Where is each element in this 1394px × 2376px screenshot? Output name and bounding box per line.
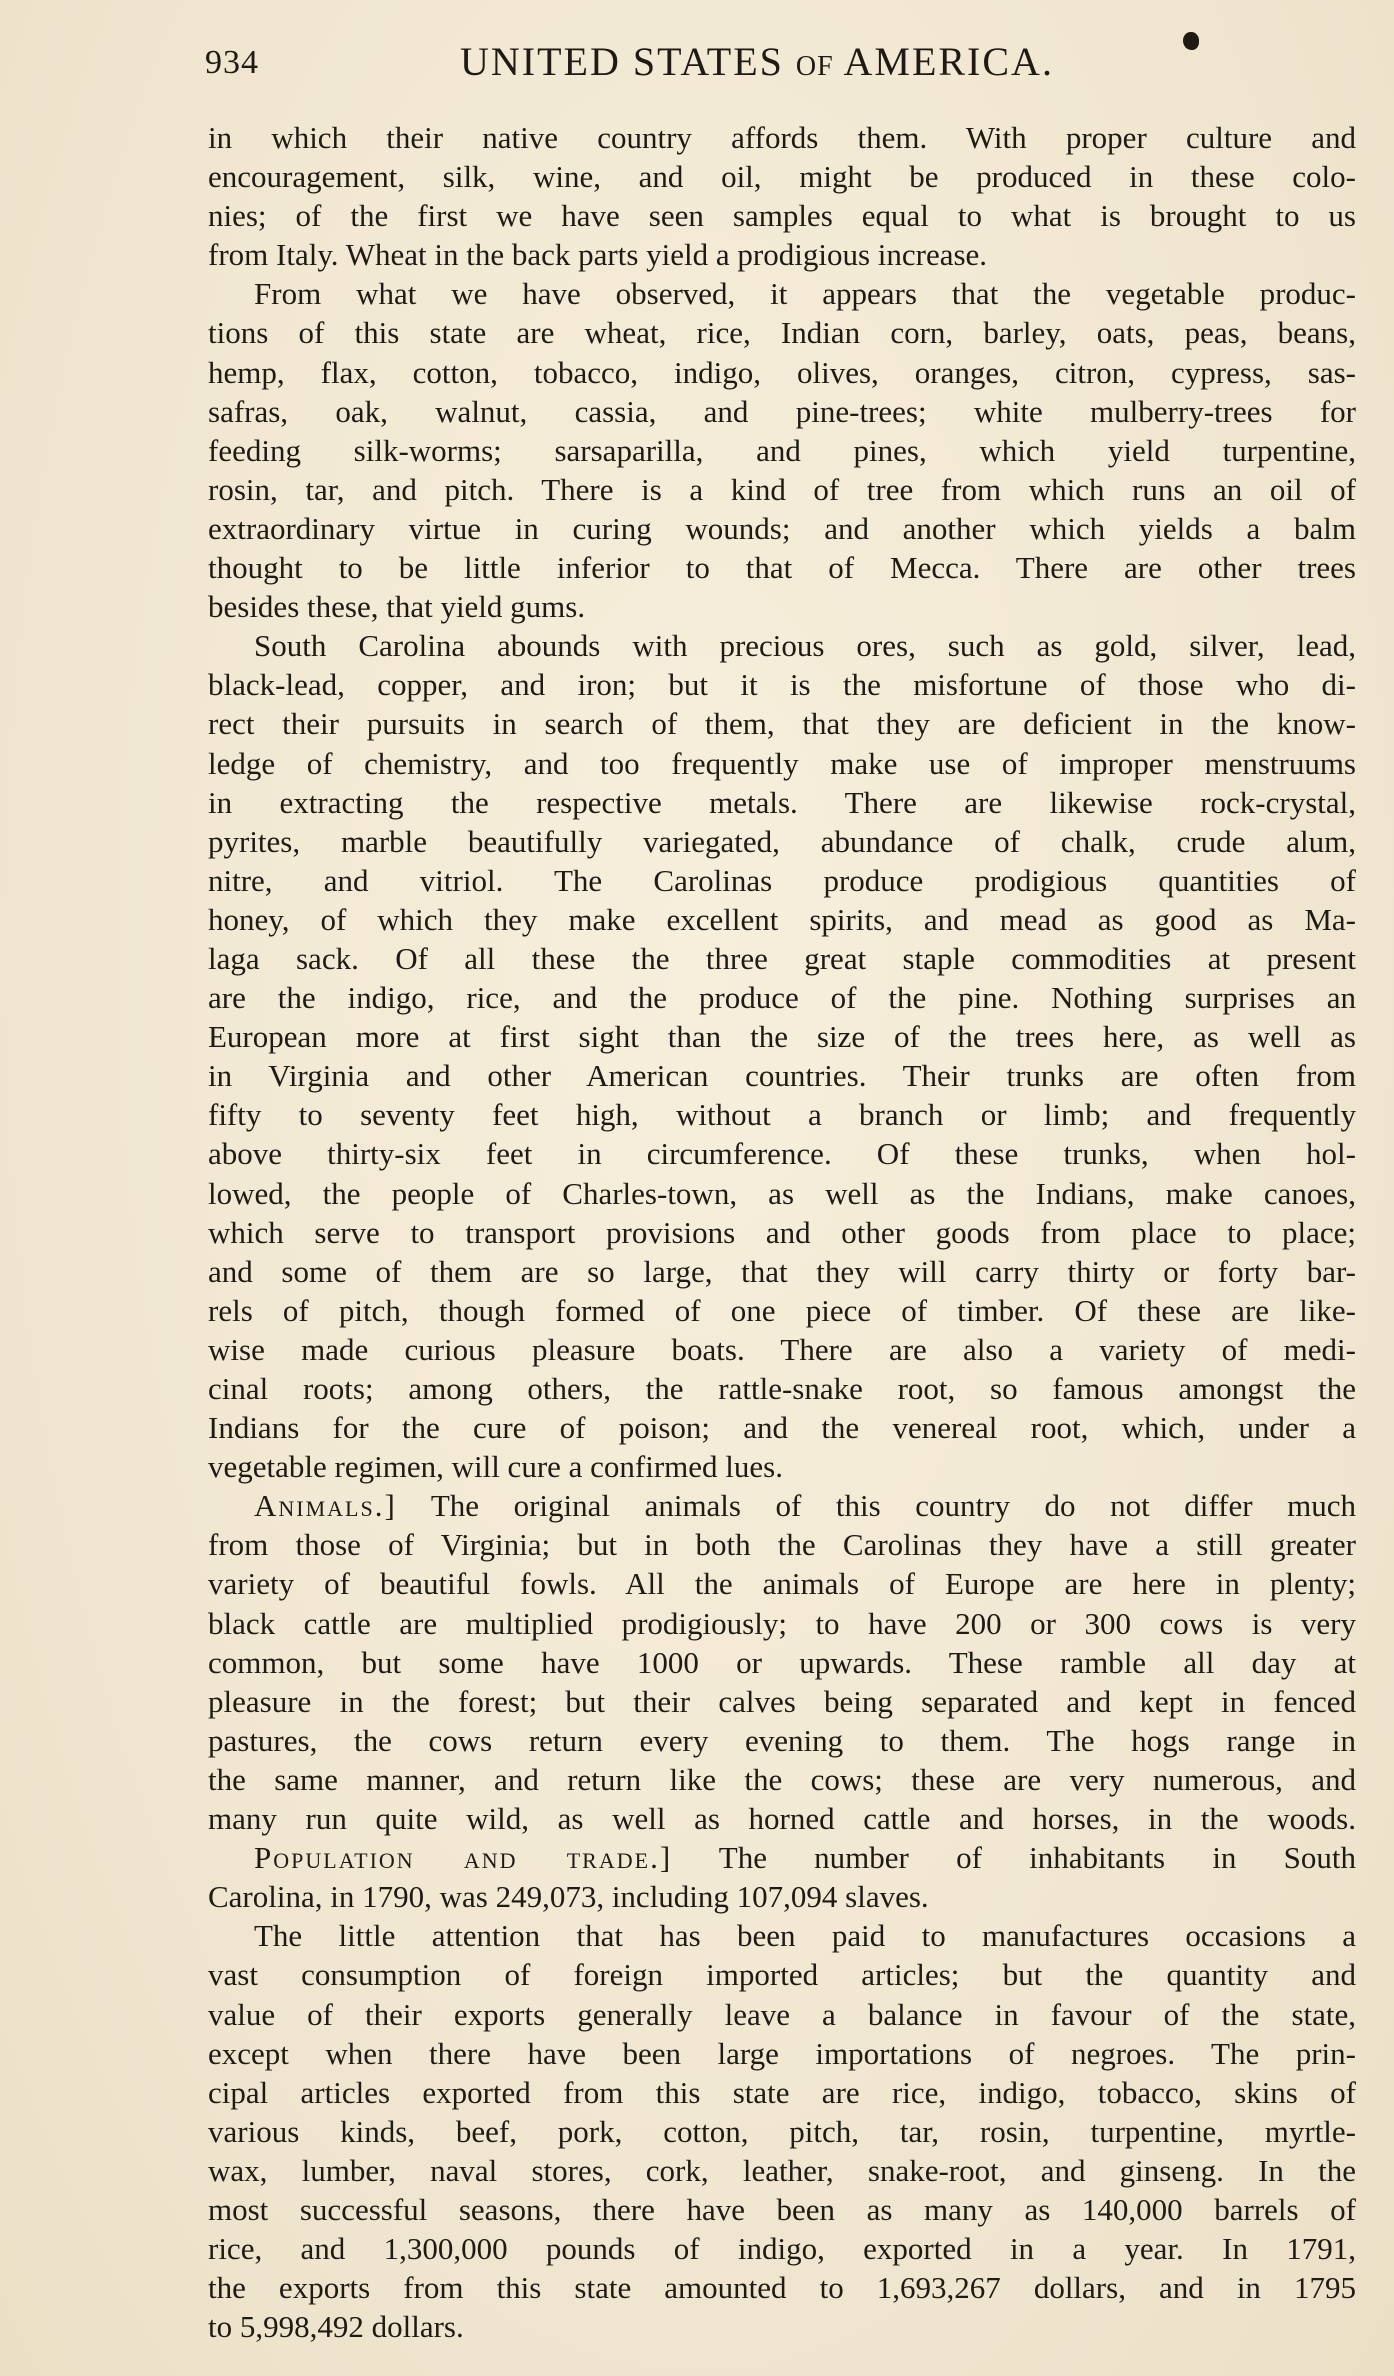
text-line: safras, oak, walnut, cassia, and pine-trees; white mulberry-trees for [208, 393, 1356, 429]
page-header [205, 38, 1355, 98]
text-span: The original animals of this country do not differ much [430, 1488, 1356, 1524]
text-line: From what we have observed, it appears that the vegetable produc- [254, 276, 1356, 312]
text-line: except when there have been large importations of negroes. The prin- [208, 2035, 1356, 2071]
text-line: besides these, that yield gums. [208, 589, 586, 625]
page-number: 934 [205, 44, 259, 81]
text-line: to 5,998,492 dollars. [208, 2309, 464, 2345]
text-line: tions of this state are wheat, rice, Indian corn, barley, oats, peas, beans, [208, 315, 1356, 351]
text-line: cipal articles exported from this state are rice, indigo, tobacco, skins of [208, 2074, 1356, 2110]
text-line: rels of pitch, though formed of one piece of timber. Of these are like- [208, 1292, 1356, 1328]
text-line: Indians for the cure of poison; and the venereal root, which, under a [208, 1410, 1356, 1446]
text-line: laga sack. Of all these the three great staple commodities at present [208, 940, 1356, 976]
paragraph [208, 1486, 1356, 1838]
running-title-part1: UNITED STATES [460, 39, 784, 84]
text-line: rice, and 1,300,000 pounds of indigo, exported in a year. In 1791, [208, 2231, 1356, 2267]
ink-blot [1183, 32, 1199, 50]
text-line: pyrites, marble beautifully variegated, abundance of chalk, crude alum, [208, 823, 1356, 859]
paragraph [208, 274, 1356, 626]
text-line: Carolina, in 1790, was 249,073, including 107,094 slaves. [208, 1879, 929, 1915]
text-line: European more at first sight than the size of the trees here, as well as [208, 1019, 1356, 1055]
text-line: various kinds, beef, pork, cotton, pitch, tar, rosin, turpentine, myrtle- [208, 2113, 1356, 2149]
text-line [208, 1486, 1356, 1525]
section-heading-animals: Animals.] [254, 1488, 397, 1524]
text-line: the same manner, and return like the cows; these are very numerous, and [208, 1761, 1356, 1797]
paragraph [208, 1916, 1356, 2346]
text-line: vegetable regimen, will cure a confirmed lues. [208, 1449, 783, 1485]
text-line: many run quite wild, as well as horned cattle and horses, in the woods. [208, 1801, 1356, 1837]
text-line: The little attention that has been paid to manufactures occasions a [254, 1918, 1356, 1954]
text-line: cinal roots; among others, the rattle-snake root, so famous amongst the [208, 1371, 1356, 1406]
text-line: South Carolina abounds with precious ores, such as gold, silver, lead, [254, 628, 1356, 664]
text-line: lowed, the people of Charles-town, as well as the Indians, make canoes, [208, 1175, 1356, 1211]
text-line: from Italy. Wheat in the back parts yield a prodigious increase. [208, 237, 988, 273]
paragraph [208, 1838, 1356, 1916]
text-line: black-lead, copper, and iron; but it is the misfortune of those who di- [208, 667, 1356, 703]
text-line: wise made curious pleasure boats. There are also a variety of medi- [208, 1331, 1356, 1367]
text-line: wax, lumber, naval stores, cork, leather, snake-root, and ginseng. In the [208, 2152, 1356, 2188]
text-line: which serve to transport provisions and other goods from place to place; [208, 1214, 1356, 1250]
text-span: The number of inhabitants in South [718, 1840, 1356, 1876]
section-heading-population: Population and trade.] [254, 1840, 673, 1876]
text-line: variety of beautiful fowls. All the animals of Europe are here in plenty; [208, 1566, 1356, 1602]
text-line: are the indigo, rice, and the produce of the pine. Nothing surprises an [208, 980, 1356, 1016]
text-line: hemp, flax, cotton, tobacco, indigo, olives, oranges, citron, cypress, sas- [208, 354, 1356, 390]
text-line: feeding silk-worms; sarsaparilla, and pines, which yield turpentine, [208, 432, 1356, 468]
text-line: and some of them are so large, that they will carry thirty or forty bar- [208, 1253, 1356, 1289]
text-line: above thirty-six feet in circumference. Of these trunks, when hol- [208, 1136, 1356, 1172]
text-line [208, 1838, 1356, 1877]
text-line: the exports from this state amounted to 1,693,267 dollars, and in 1795 [208, 2270, 1356, 2306]
text-line: honey, of which they make excellent spirits, and mead as good as Ma- [208, 901, 1356, 937]
running-title [460, 38, 1054, 85]
text-line: in which their native country affords them. With proper culture and [208, 120, 1356, 155]
text-line: encouragement, silk, wine, and oil, might be produced in these colo- [208, 159, 1356, 195]
text-line: ledge of chemistry, and too frequently make use of improper menstruums [208, 745, 1356, 781]
text-line: nitre, and vitriol. The Carolinas produce prodigious quantities of [208, 862, 1356, 898]
text-line: from those of Virginia; but in both the Carolinas they have a still greater [208, 1527, 1356, 1563]
text-line: vast consumption of foreign imported articles; but the quantity and [208, 1957, 1356, 1993]
running-title-part2: OF [795, 51, 834, 82]
running-title-part3: AMERICA. [843, 39, 1054, 84]
text-line: value of their exports generally leave a balance in favour of the state, [208, 1996, 1356, 2032]
text-line: rect their pursuits in search of them, that they are deficient in the know- [208, 706, 1356, 742]
text-line: nies; of the first we have seen samples equal to what is brought to us [208, 198, 1356, 234]
text-line: most successful seasons, there have been as many as 140,000 barrels of [208, 2191, 1356, 2227]
text-line: common, but some have 1000 or upwards. These ramble all day at [208, 1644, 1356, 1680]
text-line: extraordinary virtue in curing wounds; and another which yields a balm [208, 510, 1356, 546]
text-line: in Virginia and other American countries. Their trunks are often from [208, 1058, 1356, 1094]
text-line: rosin, tar, and pitch. There is a kind of tree from which runs an oil of [208, 471, 1356, 507]
body-text [208, 118, 1356, 2346]
text-line: fifty to seventy feet high, without a branch or limb; and frequently [208, 1097, 1356, 1133]
paragraph [208, 626, 1356, 1486]
text-line: pleasure in the forest; but their calves being separated and kept in fenced [208, 1683, 1356, 1719]
paragraph [208, 118, 1356, 274]
text-line: in extracting the respective metals. There are likewise rock-crystal, [208, 784, 1356, 820]
text-line: thought to be little inferior to that of Mecca. There are other trees [208, 550, 1356, 586]
text-line: black cattle are multiplied prodigiously; to have 200 or 300 cows is very [208, 1605, 1356, 1641]
text-line: pastures, the cows return every evening to them. The hogs range in [208, 1722, 1356, 1758]
